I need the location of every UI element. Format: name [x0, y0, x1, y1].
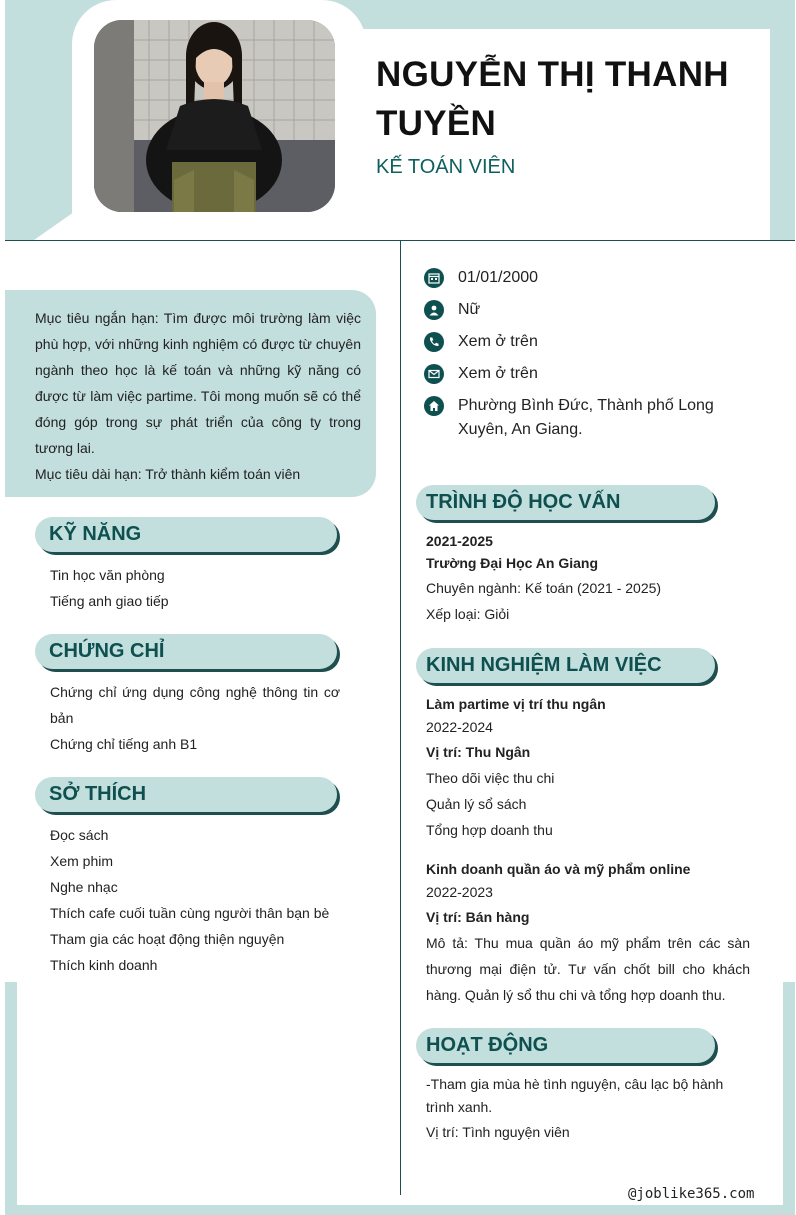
objective-short-term: Mục tiêu ngắn hạn: Tìm được môi trường làm việc phù hợp, với những kinh nghiệm có được từ chuyên ngành theo học là kế toán và những kỹ năng có được từ làm việc partime. Tôi mong muốn sẽ có thể đóng góp trong sự phát triển của công ty trong tương lai.	[35, 310, 361, 456]
education-grade: Xếp loại: Giỏi	[426, 606, 510, 622]
phone-icon	[424, 332, 444, 352]
education-school: Trường Đại Học An Giang	[426, 555, 599, 571]
phone-value: Xem ở trên	[458, 333, 538, 350]
contact-address	[424, 394, 764, 442]
calendar-icon	[424, 268, 444, 288]
certificates-list	[50, 679, 340, 757]
job-detail: Tổng hợp doanh thu	[426, 822, 553, 838]
list-item: Chứng chỉ tiếng anh B1	[50, 736, 198, 752]
list-item: Nghe nhạc	[50, 879, 118, 895]
list-item: Thích cafe cuối tuần cùng người thân bạn bè	[50, 905, 330, 921]
experience-job	[426, 693, 750, 843]
experience-job	[426, 858, 750, 1008]
experience-heading: KINH NGHIỆM LÀM VIỆC	[416, 648, 715, 683]
person-icon	[424, 300, 444, 320]
email-value: Xem ở trên	[458, 365, 538, 382]
hobbies-list	[50, 822, 350, 978]
frame-gap-right	[783, 241, 795, 982]
activities-heading: HOẠT ĐỘNG	[416, 1028, 715, 1063]
contact-phone	[424, 330, 538, 354]
list-item: Xem phim	[50, 853, 114, 869]
watermark: @joblike365.com	[628, 1186, 755, 1202]
education-heading: TRÌNH ĐỘ HỌC VẤN	[416, 485, 715, 520]
list-item: Đọc sách	[50, 827, 109, 843]
education-block	[426, 530, 750, 627]
contact-dob	[424, 266, 538, 290]
hobbies-heading: SỞ THÍCH	[35, 777, 337, 812]
job-detail: Theo dõi việc thu chi	[426, 770, 555, 786]
activity-position: Vị trí: Tình nguyện viên	[426, 1124, 570, 1140]
job-period: 2022-2024	[426, 719, 493, 735]
list-item: Chứng chỉ ứng dụng công nghệ thông tin cơ bản	[50, 684, 340, 726]
list-item: Tham gia các hoạt động thiện nguyện	[50, 931, 285, 947]
skills-list	[50, 562, 340, 614]
candidate-name: NGUYỄN THỊ THANH TUYỀN	[376, 55, 729, 143]
job-company: Kinh doanh quần áo và mỹ phẩm online	[426, 861, 691, 877]
list-item: Tiếng anh giao tiếp	[50, 593, 169, 609]
education-major: Chuyên ngành: Kế toán (2021 - 2025)	[426, 580, 662, 596]
objective-long-term: Mục tiêu dài hạn: Trở thành kiểm toán viên	[35, 466, 301, 482]
activity-description: -Tham gia mùa hè tình nguyện, câu lạc bộ hành trình xanh.	[426, 1076, 724, 1115]
list-item: Thích kinh doanh	[50, 957, 158, 973]
job-position: Vị trí: Thu Ngân	[426, 744, 531, 760]
education-period: 2021-2025	[426, 533, 493, 549]
mail-icon	[424, 364, 444, 384]
activities-block	[426, 1073, 750, 1145]
contact-gender	[424, 298, 480, 322]
profile-photo	[94, 20, 335, 212]
job-period: 2022-2023	[426, 884, 493, 900]
job-detail: Quản lý sổ sách	[426, 796, 527, 812]
job-title: KẾ TOÁN VIÊN	[376, 156, 516, 178]
job-position: Vị trí: Bán hàng	[426, 909, 530, 925]
profile-photo-illustration	[94, 20, 335, 212]
job-company: Làm partime vị trí thu ngân	[426, 696, 606, 712]
gender-value: Nữ	[458, 301, 481, 318]
home-icon	[424, 396, 444, 416]
list-item: Tin học văn phòng	[50, 567, 165, 583]
certificates-heading: CHỨNG CHỈ	[35, 634, 337, 669]
address-value: Phường Bình Đức, Thành phố Long Xuyên, An Giang.	[458, 397, 714, 438]
column-divider	[400, 240, 401, 1195]
contact-email	[424, 362, 538, 386]
career-objective	[5, 290, 376, 497]
job-detail: Mô tả: Thu mua quần áo mỹ phẩm trên các sàn thương mại điện tử. Tư vấn chốt bill cho khách hàng. Quản lý sổ thu chi và tổng hợp doanh thu.	[426, 935, 750, 1003]
dob-value: 01/01/2000	[458, 269, 539, 286]
skills-heading: KỸ NĂNG	[35, 517, 337, 552]
